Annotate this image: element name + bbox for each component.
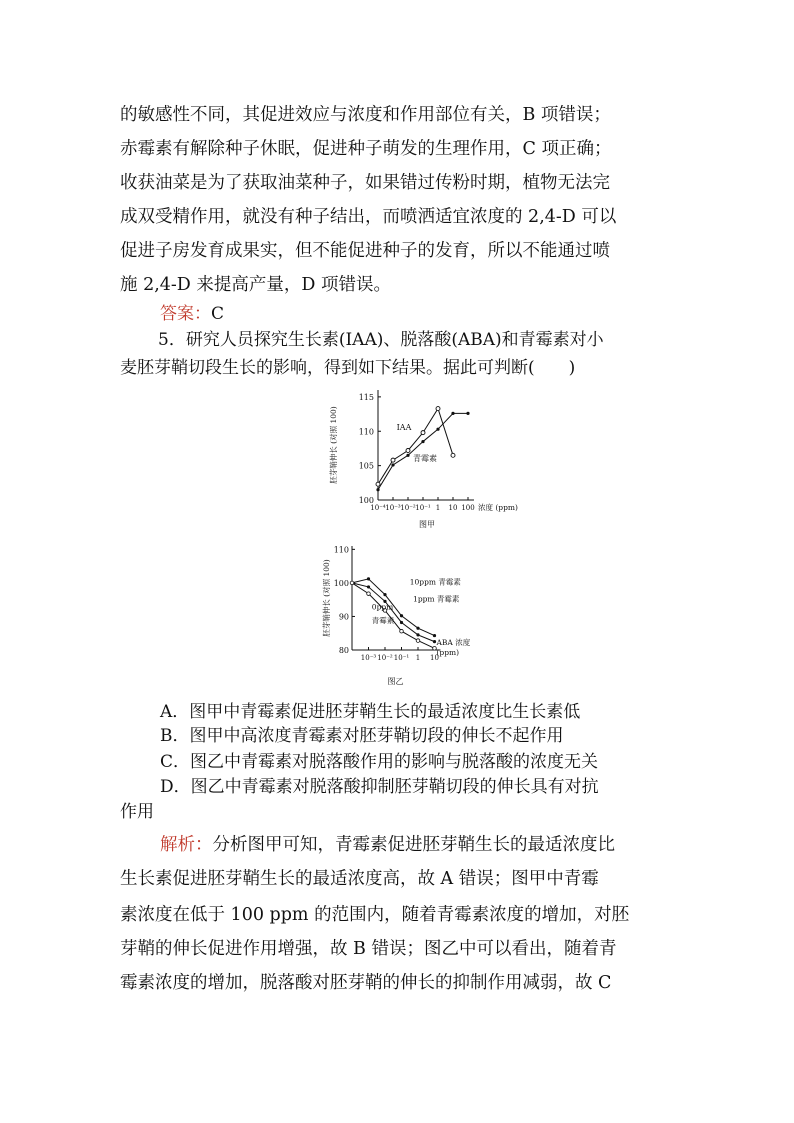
data-point-2-4 xyxy=(416,639,420,643)
x-axis-label: 浓度 (ppm) xyxy=(478,503,518,512)
data-point-青霉素-6 xyxy=(466,412,469,415)
y-tick-label-2: 110 xyxy=(358,427,374,437)
y-tick-label-3: 115 xyxy=(358,392,374,402)
analysis-line-2: 生长素促进胚芽鞘生长的最适浓度高，故 A 错误；图甲中青霉 xyxy=(120,869,599,889)
data-point-2-1 xyxy=(367,592,371,596)
data-point-青霉素-0 xyxy=(376,488,379,491)
chart-yi xyxy=(318,538,518,688)
paragraph-line-4: 成双受精作用，就没有种子结出，而喷洒适宜浓度的 2,4-D 可以 xyxy=(120,207,617,227)
data-point-1-4 xyxy=(416,633,419,636)
data-point-2-3 xyxy=(400,629,404,633)
y-axis-label: 胚芽鞘伸长 (对照 100) xyxy=(329,406,338,484)
paragraph-line-2: 赤霉素有解除种子休眠，促进种子萌发的生理作用，C 项正确； xyxy=(120,139,612,159)
data-point-IAA-4 xyxy=(436,407,440,411)
paragraph-line-1: 的敏感性不同，其促进效应与浓度和作用部位有关，B 项错误； xyxy=(120,105,611,125)
analysis-line-3: 素浓度在低于 100 ppm 的范围内，随着青霉素浓度的增加，对胚 xyxy=(120,905,630,925)
x-axis-unit: (ppm) xyxy=(436,648,460,657)
data-point-0-1 xyxy=(367,577,370,580)
option-a: A．图甲中青霉素促进胚芽鞘生长的最适浓度比生长素低 xyxy=(160,702,581,722)
answer-label: 答案： xyxy=(160,304,211,324)
data-point-青霉素-2 xyxy=(406,454,409,457)
data-point-IAA-2 xyxy=(406,449,410,453)
series-line-1 xyxy=(352,583,435,642)
data-point-IAA-0 xyxy=(376,482,380,486)
paragraph-line-5: 促进子房发育成果实，但不能促进种子的发育，所以不能通过喷 xyxy=(120,241,610,261)
data-point-1-3 xyxy=(400,621,403,624)
x-tick-label-4: 10 xyxy=(430,654,439,662)
analysis-line-1 xyxy=(160,828,720,862)
data-point-1-1 xyxy=(367,585,370,588)
y-tick-label-1: 105 xyxy=(358,461,374,471)
analysis-line-5: 霉素浓度的增加，脱落酸对胚芽鞘的伸长的抑制作用减弱，故 C xyxy=(120,973,612,993)
data-point-0-2 xyxy=(383,593,386,596)
analysis-line-4: 芽鞘的伸长促进作用增强，故 B 错误；图乙中可以看出，随着青 xyxy=(120,939,617,959)
x-tick-label-3: 1 xyxy=(415,654,421,662)
answer-line xyxy=(160,300,720,328)
x-tick-label-3: 10⁻¹ xyxy=(415,504,431,512)
analysis-first-line: 分析图甲可知，青霉素促进胚芽鞘生长的最适浓度比 xyxy=(212,835,615,855)
x-tick-label-0: 10⁻⁴ xyxy=(370,504,386,512)
x-tick-label-1: 10⁻³ xyxy=(385,504,401,512)
paragraph-line-6: 施 2,4-D 来提高产量，D 项错误。 xyxy=(120,275,391,295)
series-line-IAA xyxy=(378,409,453,485)
chart-title: 图乙 xyxy=(387,677,404,686)
legend-label-iaa: IAA xyxy=(396,422,412,432)
data-point-origin xyxy=(350,581,354,585)
x-tick-label-2: 10⁻² xyxy=(400,504,416,512)
series-label-10ppm: 10ppm 青霉素 xyxy=(409,577,461,587)
data-point-青霉素-5 xyxy=(451,412,454,415)
series-label-0ppm-b: 青霉素 xyxy=(371,616,395,626)
x-tick-label-5: 10 xyxy=(448,504,458,512)
series-label-0ppm-a: 0ppm xyxy=(371,602,394,612)
y-tick-label-3: 110 xyxy=(333,545,349,555)
data-point-IAA-1 xyxy=(391,458,395,462)
y-tick-label-0: 100 xyxy=(358,496,374,505)
x-tick-label-4: 1 xyxy=(435,504,441,512)
y-axis-label: 胚芽鞘伸长 (对照 100) xyxy=(322,559,331,637)
data-point-0-5 xyxy=(433,634,436,637)
y-tick-label-0: 80 xyxy=(338,646,349,655)
question-line-1: 5．研究人员探究生长素(IAA)、脱落酸(ABA)和青霉素对小 xyxy=(158,330,604,350)
paragraph-line-3: 收获油菜是为了获取油菜种子，如果错过传粉时期，植物无法完 xyxy=(120,173,610,193)
y-tick-label-1: 90 xyxy=(338,612,349,622)
data-point-1-5 xyxy=(433,640,436,643)
series-label-1ppm: 1ppm 青霉素 xyxy=(413,594,460,604)
x-tick-label-2: 10⁻¹ xyxy=(393,654,410,662)
question-line-2: 麦胚芽鞘切段生长的影响，得到如下结果。据此可判断( ) xyxy=(120,358,576,378)
analysis-label: 解析： xyxy=(160,835,213,855)
series-line-青霉素 xyxy=(378,413,468,489)
data-point-青霉素-4 xyxy=(436,428,439,431)
x-tick-label-6: 100 xyxy=(461,504,475,512)
x-tick-label-1: 10⁻² xyxy=(377,654,393,662)
data-point-青霉素-3 xyxy=(421,440,424,443)
answer-value: C xyxy=(211,304,225,324)
option-d: D．图乙中青霉素对脱落酸抑制胚芽鞘切段的伸长具有对抗 xyxy=(160,777,599,797)
data-point-IAA-3 xyxy=(421,431,425,435)
chart-title: 图甲 xyxy=(419,520,435,529)
option-c: C．图乙中青霉素对脱落酸作用的影响与脱落酸的浓度无关 xyxy=(160,752,599,772)
legend-label-penicillin: 青霉素 xyxy=(413,453,437,463)
data-point-0-3 xyxy=(400,614,403,617)
chart-jia xyxy=(320,380,518,530)
data-point-2-5 xyxy=(433,647,437,651)
x-tick-label-0: 10⁻³ xyxy=(360,654,377,662)
x-axis-label: ABA 浓度 xyxy=(436,638,471,647)
y-tick-label-2: 100 xyxy=(333,578,349,588)
option-b: B．图甲中高浓度青霉素对胚芽鞘切段的伸长不起作用 xyxy=(160,726,564,746)
data-point-IAA-5 xyxy=(451,453,455,457)
data-point-0-4 xyxy=(416,627,419,630)
option-d-cont: 作用 xyxy=(120,802,154,822)
data-point-青霉素-1 xyxy=(391,463,394,466)
